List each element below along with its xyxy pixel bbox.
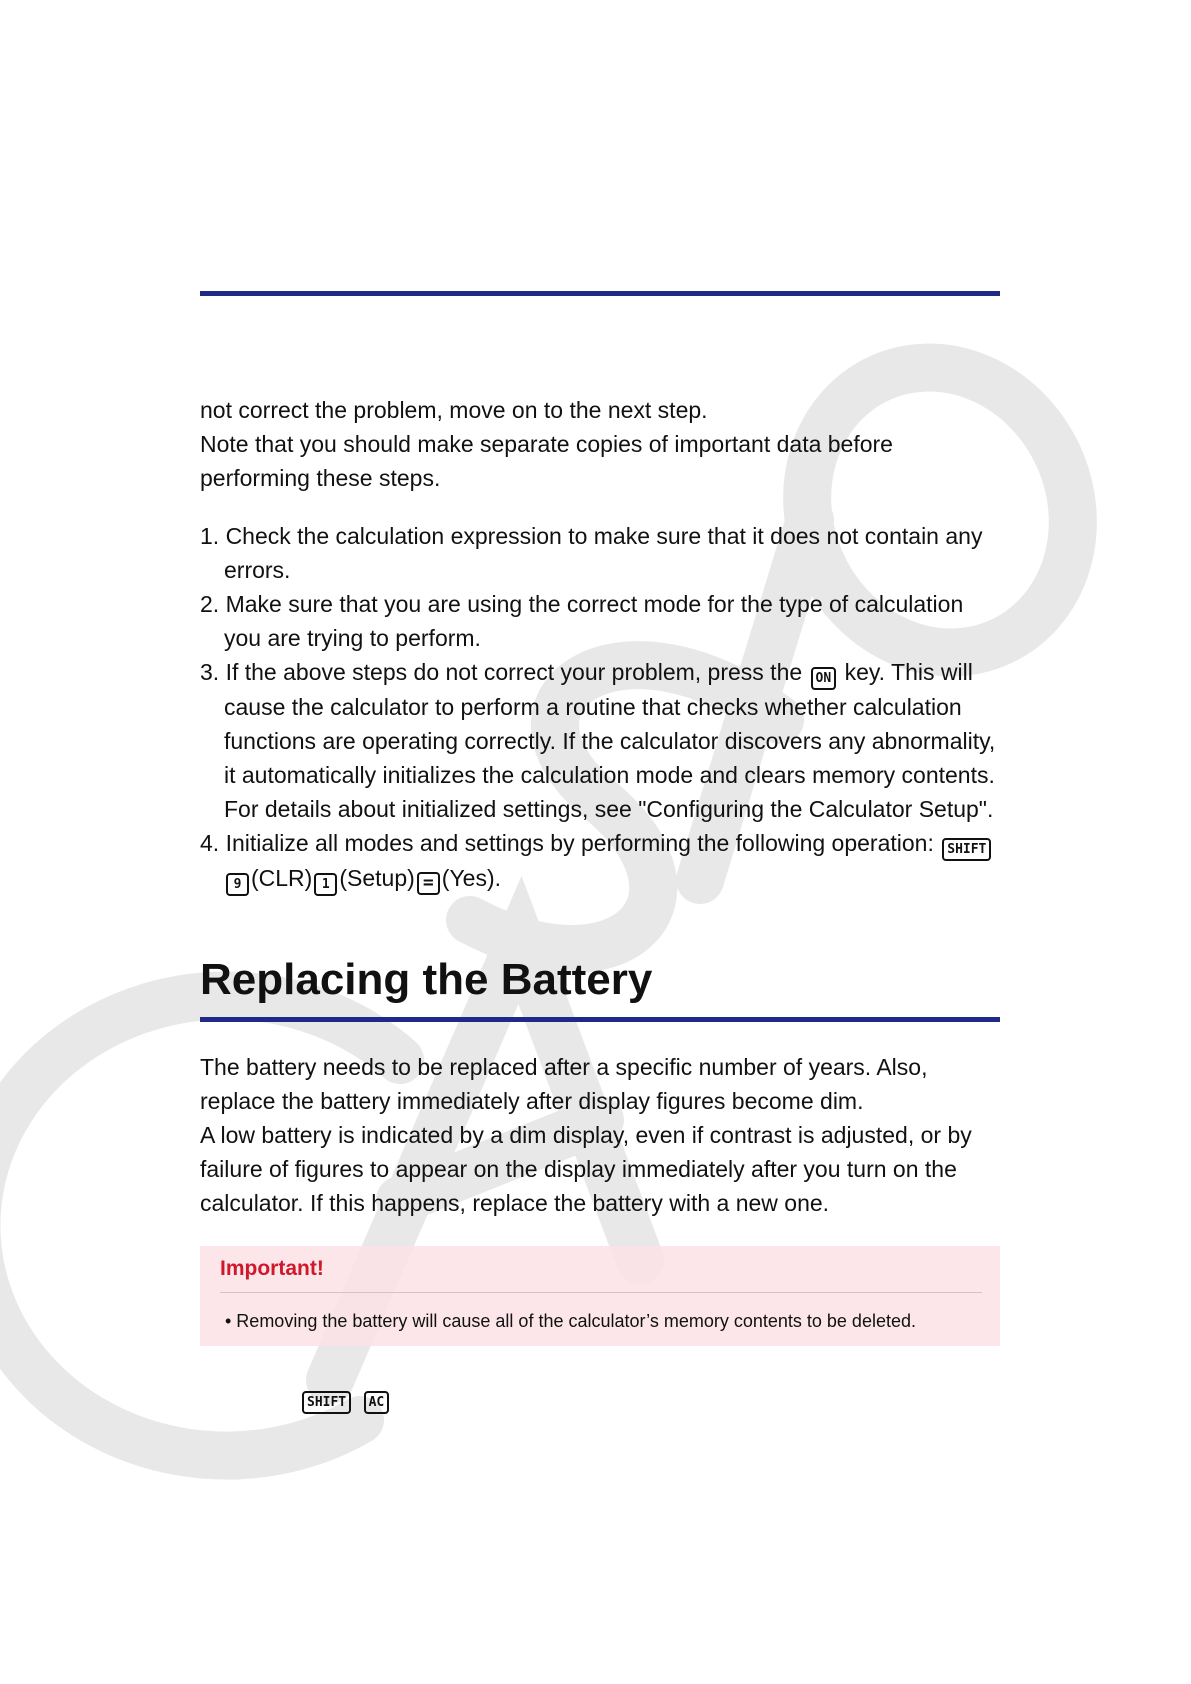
list-item: 1. Check the calculation expression to make sure that it does not contain any errors. xyxy=(200,523,983,583)
battery-para-2: A low battery is indicated by a dim display, even if contrast is adjusted, or by failure of figures to appear on the display immediately after you turn on the calculator. If this happens, replace the battery with a new one. xyxy=(200,1122,972,1216)
one-key-icon: 1 xyxy=(314,873,337,896)
yes-label: (Yes). xyxy=(441,865,502,891)
intro-text xyxy=(200,393,1000,495)
step-3-post: key. This will cause the calculator to perform a routine that checks whether calculation functions are operating correctly. If the calculator discovers any abnormality, it automatically initializes the calculation mode and clears memory contents. For details about initialized settings, see "Configuring the Calculator Setup". xyxy=(224,659,996,822)
list-item: 2. Make sure that you are using the correct mode for the type of calculation you are trying to perform. xyxy=(200,591,964,651)
setup-label: (Setup) xyxy=(339,865,415,891)
important-title: Important! xyxy=(220,1257,324,1280)
important-divider xyxy=(220,1292,982,1293)
troubleshooting-steps xyxy=(200,519,1000,896)
nine-key-icon: 9 xyxy=(226,873,249,896)
important-bullet: • Removing the battery will cause all of the calculator’s memory contents to be deleted. xyxy=(225,1311,916,1331)
shift-key-icon: SHIFT xyxy=(942,838,991,861)
equals-key-icon: = xyxy=(417,872,440,895)
ac-key-icon: AC xyxy=(364,1391,390,1414)
battery-para-1: The battery needs to be replaced after a specific number of years. Also, replace the battery immediately after display figures become dim. xyxy=(200,1054,928,1114)
on-key-icon: ON xyxy=(811,667,837,690)
intro-line-1: not correct the problem, move on to the next step. xyxy=(200,397,708,423)
list-item xyxy=(200,826,1000,896)
step-3-pre: 3. If the above steps do not correct your problem, press the xyxy=(200,659,803,685)
important-notice xyxy=(200,1246,1000,1346)
clr-label: (CLR) xyxy=(251,865,313,891)
step-4-pre: 4. Initialize all modes and settings by performing the following operation: xyxy=(200,830,934,856)
battery-text xyxy=(200,1050,1000,1220)
section-title-rule xyxy=(200,1017,1000,1022)
list-item xyxy=(200,655,1000,826)
section-title: Replacing the Battery xyxy=(200,955,653,1004)
bottom-key-sequence xyxy=(300,1391,395,1414)
shift-key-icon: SHIFT xyxy=(302,1391,351,1414)
top-rule xyxy=(200,291,1000,296)
intro-line-2: Note that you should make separate copies of important data before performing these steps. xyxy=(200,431,893,491)
